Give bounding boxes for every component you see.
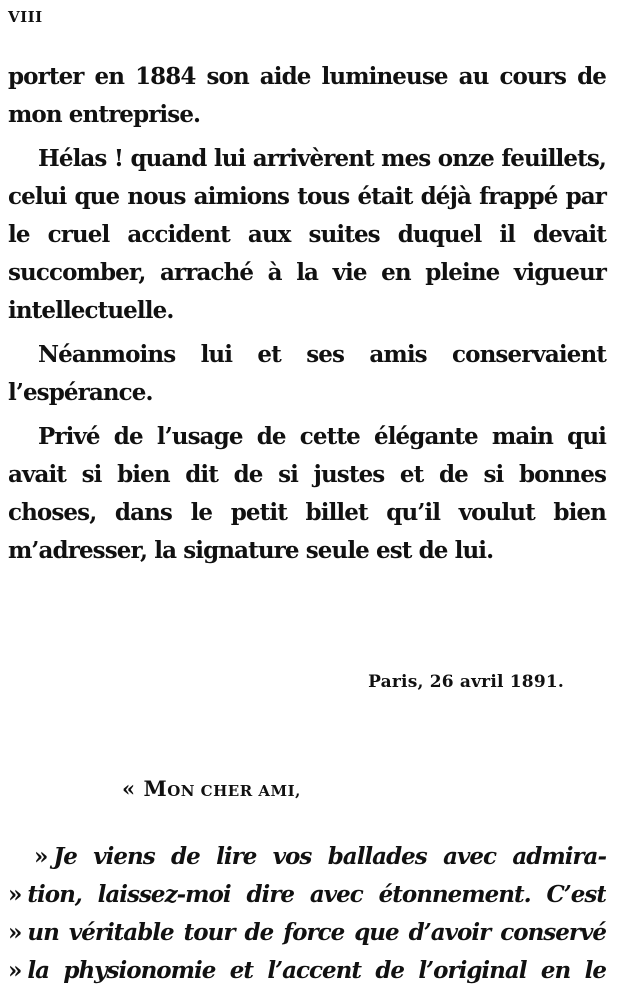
paragraph: Hélas ! quand lui arrivèrent mes onze feuillets, celui que nous aimions tous était déjà frappé par le cruel accident aux suites duquel il devait succomber, arraché à la vie en pleine vigueur intellectuelle. xyxy=(8,145,606,324)
paragraph: porter en 1884 son aide lumineuse au cours de mon entreprise. xyxy=(8,63,606,128)
salutation-smallcaps: ON CHER AMI, xyxy=(167,782,301,800)
quote-line xyxy=(8,914,606,952)
salutation-initial: M xyxy=(143,776,168,801)
quote-line xyxy=(8,838,606,876)
salutation-open-quote: « xyxy=(122,776,144,801)
paragraph: Privé de l’usage de cette élégante main qui avait si bien dit de si justes et de si bonnes choses, dans le petit billet qu’il voulut bien m’adresser, la signature seule est de lui. xyxy=(8,423,606,564)
letter-quote xyxy=(8,838,606,990)
quote-line-text: la physionomie et l’accent de l’original en le xyxy=(27,957,606,984)
quote-mark: » xyxy=(8,881,22,908)
quote-mark: » xyxy=(8,957,22,984)
quote-line xyxy=(8,952,606,990)
body-text xyxy=(8,58,606,576)
quote-line-text: un véritable tour de force que d’avoir conservé xyxy=(27,919,606,946)
paragraph: Néanmoins lui et ses amis conservaient l’espérance. xyxy=(8,341,606,406)
quote-line-text: tion, laissez-moi dire avec étonnement. C’est xyxy=(27,881,606,908)
letter-dateline: Paris, 26 avril 1891. xyxy=(368,672,564,692)
quote-mark: » xyxy=(34,843,48,870)
quote-line-text: Je viens de lire vos ballades avec admira- xyxy=(53,843,606,870)
quote-mark: » xyxy=(8,919,22,946)
page-number: VIII xyxy=(8,8,43,26)
letter-salutation xyxy=(122,776,301,801)
quote-line xyxy=(8,876,606,914)
